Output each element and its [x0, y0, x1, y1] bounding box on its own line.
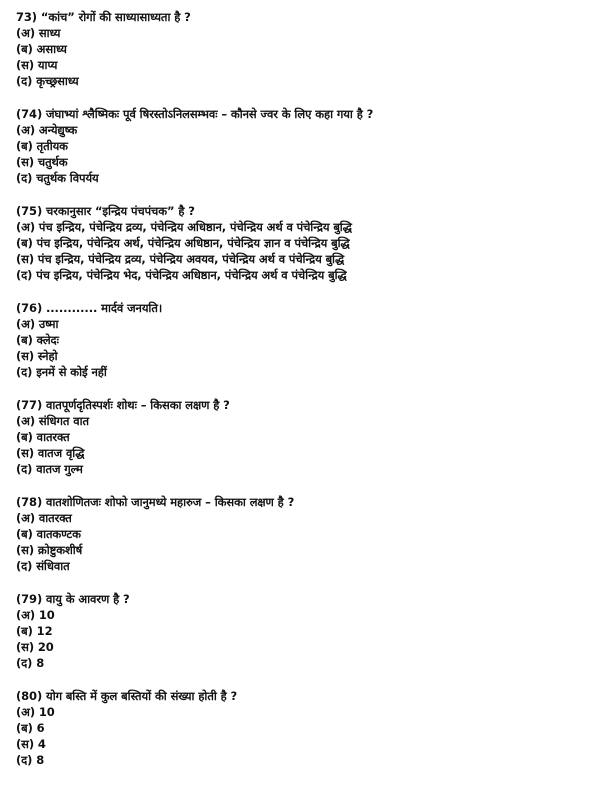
question-80 [16, 689, 606, 769]
question-text: (76) ............ मार्दवं जनयति। [16, 301, 163, 316]
option-b: (ब) वातरक्त [16, 429, 70, 444]
question-77 [16, 398, 606, 478]
option-b: (ब) क्लेदः [16, 332, 59, 347]
question-text: (78) वातशोणितजः शोफो जानुमध्ये महारुज – किसका लक्षण है ? [16, 495, 295, 510]
question-76 [16, 301, 606, 381]
option-d: (द) चतुर्थक विपर्यय [16, 170, 99, 185]
option-a: (अ) 10 [16, 705, 55, 720]
option-b: (ब) तृतीयक [16, 138, 68, 153]
question-73 [16, 10, 606, 90]
option-b: (ब) 6 [16, 721, 45, 736]
option-c: (स) 4 [16, 736, 46, 751]
question-text: (77) वातपूर्णदृतिस्पर्शः शोथः – किसका लक्षण है ? [16, 398, 230, 413]
option-a: (अ) अन्येद्युष्क [16, 122, 78, 137]
option-b: (ब) पंच इन्द्रिय, पंचेन्द्रिय अर्थ, पंचेन्द्रिय अधिष्ठान, पंचेन्द्रिय ज्ञान व पंचेन्द्रिय बुद्धि [16, 235, 350, 250]
option-d: (द) पंच इन्द्रिय, पंचेन्द्रिय भेद, पंचेन्द्रिय अधिष्ठान, पंचेन्द्रिय अर्थ व पंचेन्द्रिय बुद्धि [16, 267, 347, 282]
option-b: (ब) 12 [16, 624, 53, 638]
question-text: 73) “कांच” रोगों की साध्यासाध्यता है ? [16, 10, 191, 24]
option-b: (ब) असाध्य [16, 41, 67, 56]
option-d: (द) वातज गुल्म [16, 461, 83, 476]
option-c: (स) स्नेहो [16, 348, 58, 363]
question-78 [16, 495, 606, 575]
option-a: (अ) संधिगत वात [16, 414, 89, 429]
question-74 [16, 107, 606, 187]
option-a: (अ) साध्य [16, 25, 61, 40]
option-c: (स) वातज वृद्धि [16, 445, 85, 460]
question-text: (79) वायु के आवरण है ? [16, 592, 130, 607]
option-c: (स) क्रोष्टुकशीर्ष [16, 542, 83, 557]
option-a: (अ) उष्मा [16, 317, 59, 331]
option-d: (द) कृच्छ्रसाध्य [16, 73, 79, 88]
question-text: (80) योग बस्ति में कुल बस्तियों की संख्या होती है ? [16, 689, 238, 704]
question-79 [16, 592, 606, 672]
option-a: (अ) 10 [16, 608, 55, 623]
question-text: (75) चरकानुसार “इन्द्रिय पंचपंचक” है ? [16, 204, 195, 219]
option-d: (द) 8 [16, 752, 45, 767]
option-a: (अ) पंच इन्द्रिय, पंचेन्द्रिय द्रव्य, पंचेन्द्रिय अधिष्ठान, पंचेन्द्रिय अर्थ व पंचेन्द्रिय बुद्धि [16, 219, 352, 234]
option-c: (स) पंच इन्द्रिय, पंचेन्द्रिय द्रव्य, पंचेन्द्रिय अवयव, पंचेन्द्रिय अर्थ व पंचेन्द्रिय बुद्धि [16, 251, 345, 266]
option-d: (द) 8 [16, 655, 45, 670]
question-text: (74) जंघाभ्यां श्लैष्मिकः पूर्व षिरस्तोऽनिलसम्भवः – कौनसे ज्वर के लिए कहा गया है ? [16, 107, 374, 122]
question-page [16, 10, 606, 786]
option-d: (द) संधिवात [16, 558, 70, 573]
option-c: (स) 20 [16, 639, 54, 654]
option-c: (स) चतुर्थक [16, 154, 68, 169]
question-75 [16, 204, 606, 284]
option-d: (द) इनमें से कोई नहीं [16, 364, 107, 379]
option-a: (अ) वातरक्त [16, 511, 72, 526]
option-b: (ब) वातकण्टक [16, 526, 81, 541]
option-c: (स) याप्य [16, 57, 58, 72]
